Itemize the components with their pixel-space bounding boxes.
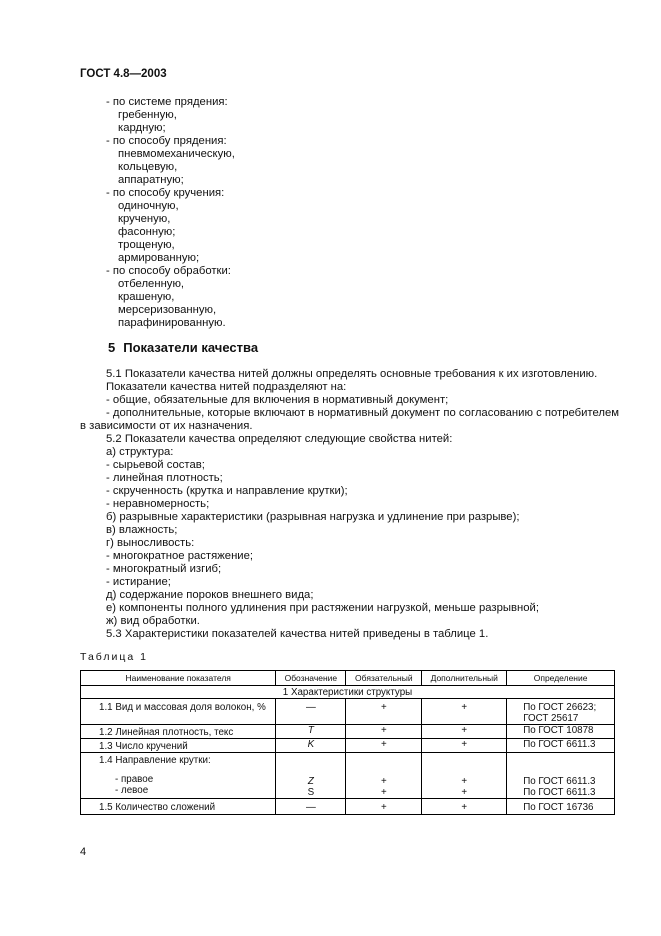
body-line: - линейная плотность; xyxy=(106,472,223,484)
list-item: крученую, xyxy=(118,213,171,225)
section-heading xyxy=(108,340,266,355)
table-row xyxy=(81,753,615,799)
list-item: гребенную, xyxy=(118,109,177,121)
list-item: мерсеризованную, xyxy=(118,304,217,316)
list-item: - по системе прядения: xyxy=(106,96,228,108)
cell-additional: + xyxy=(422,725,507,739)
table-section-row: 1 Характеристики структуры xyxy=(81,686,615,699)
cell-symbol: — xyxy=(276,699,346,725)
list-item: парафинированную. xyxy=(118,317,226,329)
list-item: - по способу обработки: xyxy=(106,265,231,277)
body-line: 5.2 Показатели качества определяют следующие свойства нитей: xyxy=(106,433,453,445)
document-header: ГОСТ 4.8—2003 xyxy=(80,68,167,80)
header-mandatory: Обязательный xyxy=(346,671,422,686)
body-line: - истирание; xyxy=(106,576,171,588)
cell-mandatory: + xyxy=(346,699,422,725)
cell-definition: По ГОСТ 6611.3 xyxy=(507,739,615,753)
body-line: - многократное растяжение; xyxy=(106,550,254,562)
cell-definition xyxy=(507,753,615,799)
definition-line: ГОСТ 25617 xyxy=(523,713,579,724)
sub-item: - правое xyxy=(115,774,154,785)
list-item: армированную; xyxy=(118,252,200,264)
body-line: д) содержание пороков внешнего вида; xyxy=(106,589,314,601)
cell-mandatory xyxy=(346,753,422,799)
row-title: 1.4 Направление крутки: xyxy=(99,755,211,766)
mandatory-line: + xyxy=(380,776,387,787)
cell-additional: + xyxy=(422,799,507,815)
body-line: в) влажность; xyxy=(106,524,178,536)
cell-symbol: T xyxy=(276,725,346,739)
list-item: - по способу прядения: xyxy=(106,135,227,147)
section-title: Показатели качества xyxy=(123,340,259,355)
header-name: Наименование показателя xyxy=(81,671,276,686)
list-item: крашеную, xyxy=(118,291,175,303)
additional-line: + xyxy=(461,787,468,798)
table-row xyxy=(81,739,615,753)
table-row xyxy=(81,799,615,815)
section-number: 5 xyxy=(108,340,116,355)
cell-additional xyxy=(422,753,507,799)
body-line: - неравномерность; xyxy=(106,498,210,510)
cell-symbol xyxy=(276,753,346,799)
cell-mandatory: + xyxy=(346,739,422,753)
cell-definition: По ГОСТ 10878 xyxy=(507,725,615,739)
body-line: а) структура: xyxy=(106,446,174,458)
body-line: - многократный изгиб; xyxy=(106,563,222,575)
body-line: в зависимости от их назначения. xyxy=(80,420,253,432)
symbol-line: Z xyxy=(307,776,314,787)
body-line: - дополнительные, которые включают в нормативный документ по согласованию с потребителем xyxy=(106,407,620,419)
mandatory-line: + xyxy=(380,787,387,798)
list-item: кольцевую, xyxy=(118,161,178,173)
header-additional: Дополнительный xyxy=(422,671,507,686)
body-line: 5.3 Характеристики показателей качества нитей приведены в таблице 1. xyxy=(106,628,489,640)
cell-mandatory: + xyxy=(346,799,422,815)
cell-name: 1.3 Число кручений xyxy=(81,739,276,753)
table-row xyxy=(81,699,615,725)
body-line: Показатели качества нитей подразделяют на: xyxy=(106,381,347,393)
cell-mandatory: + xyxy=(346,725,422,739)
list-item: пневмомеханическую, xyxy=(118,148,235,160)
list-item: аппаратную; xyxy=(118,174,184,186)
definition-line: По ГОСТ 6611.3 xyxy=(523,776,596,787)
cell-name xyxy=(81,753,276,799)
cell-definition: По ГОСТ 16736 xyxy=(507,799,615,815)
header-symbol: Обозначение xyxy=(276,671,346,686)
body-line: - сырьевой состав; xyxy=(106,459,205,471)
body-line: - общие, обязательные для включения в нормативный документ; xyxy=(106,394,449,406)
list-item: трощеную, xyxy=(118,239,175,251)
cell-name: 1.1 Вид и массовая доля волокон, % xyxy=(81,699,276,725)
body-line: ж) вид обработки. xyxy=(106,615,200,627)
body-line: е) компоненты полного удлинения при растяжении нагрузкой, меньше разрывной; xyxy=(106,602,539,614)
header-definition: Определение xyxy=(507,671,615,686)
body-line: - скрученность (крутка и направление крутки); xyxy=(106,485,348,497)
body-line: г) выносливость: xyxy=(106,537,195,549)
table-caption: Таблица 1 xyxy=(80,651,148,663)
sub-item: - левое xyxy=(115,785,149,796)
list-item: одиночную, xyxy=(118,200,179,212)
cell-additional: + xyxy=(422,739,507,753)
cell-additional: + xyxy=(422,699,507,725)
table-row xyxy=(81,725,615,739)
cell-symbol: K xyxy=(276,739,346,753)
cell-name: 1.5 Количество сложений xyxy=(81,799,276,815)
cell-name: 1.2 Линейная плотность, текс xyxy=(81,725,276,739)
body-line: б) разрывные характеристики (разрывная нагрузка и удлинение при разрыве); xyxy=(106,511,520,523)
additional-line: + xyxy=(461,776,468,787)
list-item: кардную; xyxy=(118,122,166,134)
list-item: отбеленную, xyxy=(118,278,185,290)
table-header-row xyxy=(81,671,615,686)
list-item: - по способу кручения: xyxy=(106,187,225,199)
list-item: фасонную; xyxy=(118,226,176,238)
cell-symbol: — xyxy=(276,799,346,815)
symbol-line: S xyxy=(307,787,315,798)
cell-definition xyxy=(507,699,615,725)
definition-line: По ГОСТ 26623; xyxy=(523,702,597,713)
body-line: 5.1 Показатели качества нитей должны определять основные требования к их изготовлению. xyxy=(106,368,598,380)
definition-line: По ГОСТ 6611.3 xyxy=(523,787,596,798)
page-number: 4 xyxy=(80,846,87,858)
quality-indicators-table xyxy=(80,670,615,815)
